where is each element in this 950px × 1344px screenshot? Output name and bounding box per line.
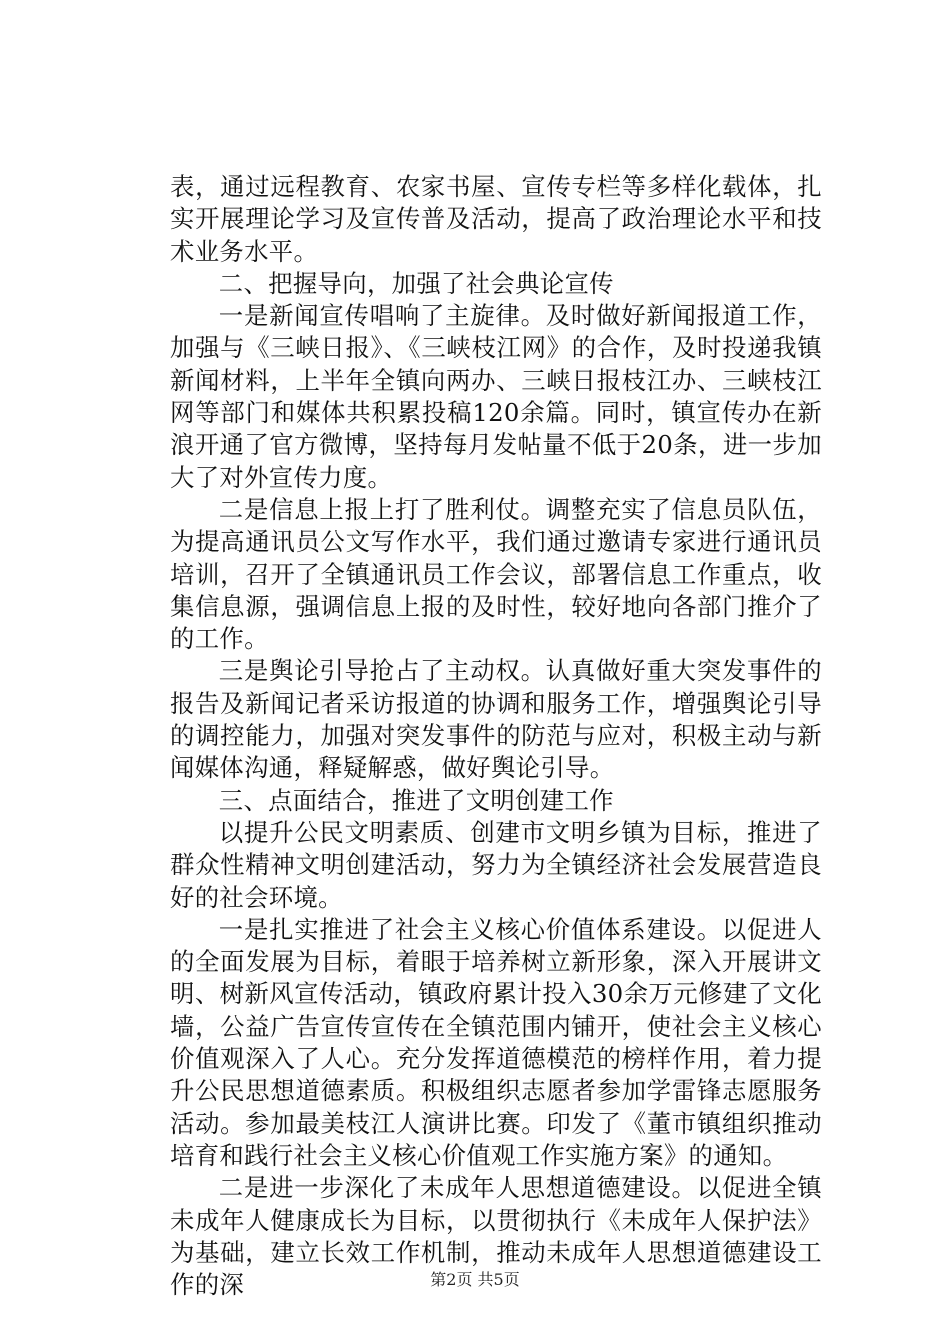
paragraph-core-values: 一是扎实推进了社会主义核心价值体系建设。以促进人的全面发展为目标，着眼于培养树立新形象，深入开展讲文明、树新风宣传活动，镇政府累计投入30余万元修建了文化墙，公益广告宣传宣传在全镇范围内铺开，使社会主义核心价值观深入了人心。充分发挥道德模范的榜样作用，着力提升公民思想道德素质。积极组织志愿者参加学雷锋志愿服务活动。参加最美枝江人演讲比赛。印发了《董市镇组织推动培育和践行社会主义核心价值观工作实施方案》的通知。 [170, 914, 822, 1170]
section-heading-2: 二、把握导向，加强了社会典论宣传 [218, 268, 614, 298]
paragraph-info-report: 二是信息上报上打了胜利仗。调整充实了信息员队伍，为提高通讯员公文写作水平，我们通过邀请专家进行通讯员培训，召开了全镇通讯员工作会议，部署信息工作重点，收集信息源，强调信息上报的及时性，较好地向各部门推介了的工作。 [170, 494, 822, 654]
section-heading-3: 三、点面结合，推进了文明创建工作 [218, 785, 614, 815]
paragraph-minors: 二是进一步深化了未成年人思想道德建设。以促进全镇未成年人健康成长为目标，以贯彻执行《未成年人保护法》为基础，建立长效工作机制，推动未成年人思想道德建设工作的深 [170, 1173, 822, 1300]
paragraph-civilization-goal: 以提升公民文明素质、创建市文明乡镇为目标，推进了群众性精神文明创建活动，努力为全镇经济社会发展营造良好的社会环境。 [170, 817, 822, 912]
paragraph-continuation: 表，通过远程教育、农家书屋、宣传专栏等多样化载体，扎实开展理论学习及宣传普及活动，提高了政治理论水平和技术业务水平。 [170, 172, 822, 266]
document-body [170, 171, 822, 1301]
paragraph-news: 一是新闻宣传唱响了主旋律。及时做好新闻报道工作，加强与《三峡日报》、《三峡枝江网》的合作，及时投递我镇新闻材料，上半年全镇向两办、三峡日报枝江办、三峡枝江网等部门和媒体共积累投稿120余篇。同时，镇宣传办在新浪开通了官方微博，坚持每月发帖量不低于20条，进一步加大了对外宣传力度。 [170, 301, 822, 492]
paragraph-public-opinion: 三是舆论引导抢占了主动权。认真做好重大突发事件的报告及新闻记者采访报道的协调和服务工作，增强舆论引导的调控能力，加强对突发事件的防范与应对，积极主动与新闻媒体沟通，释疑解惑，做好舆论引导。 [170, 656, 822, 783]
page-number-footer: 第2页 共5页 [430, 1270, 520, 1289]
